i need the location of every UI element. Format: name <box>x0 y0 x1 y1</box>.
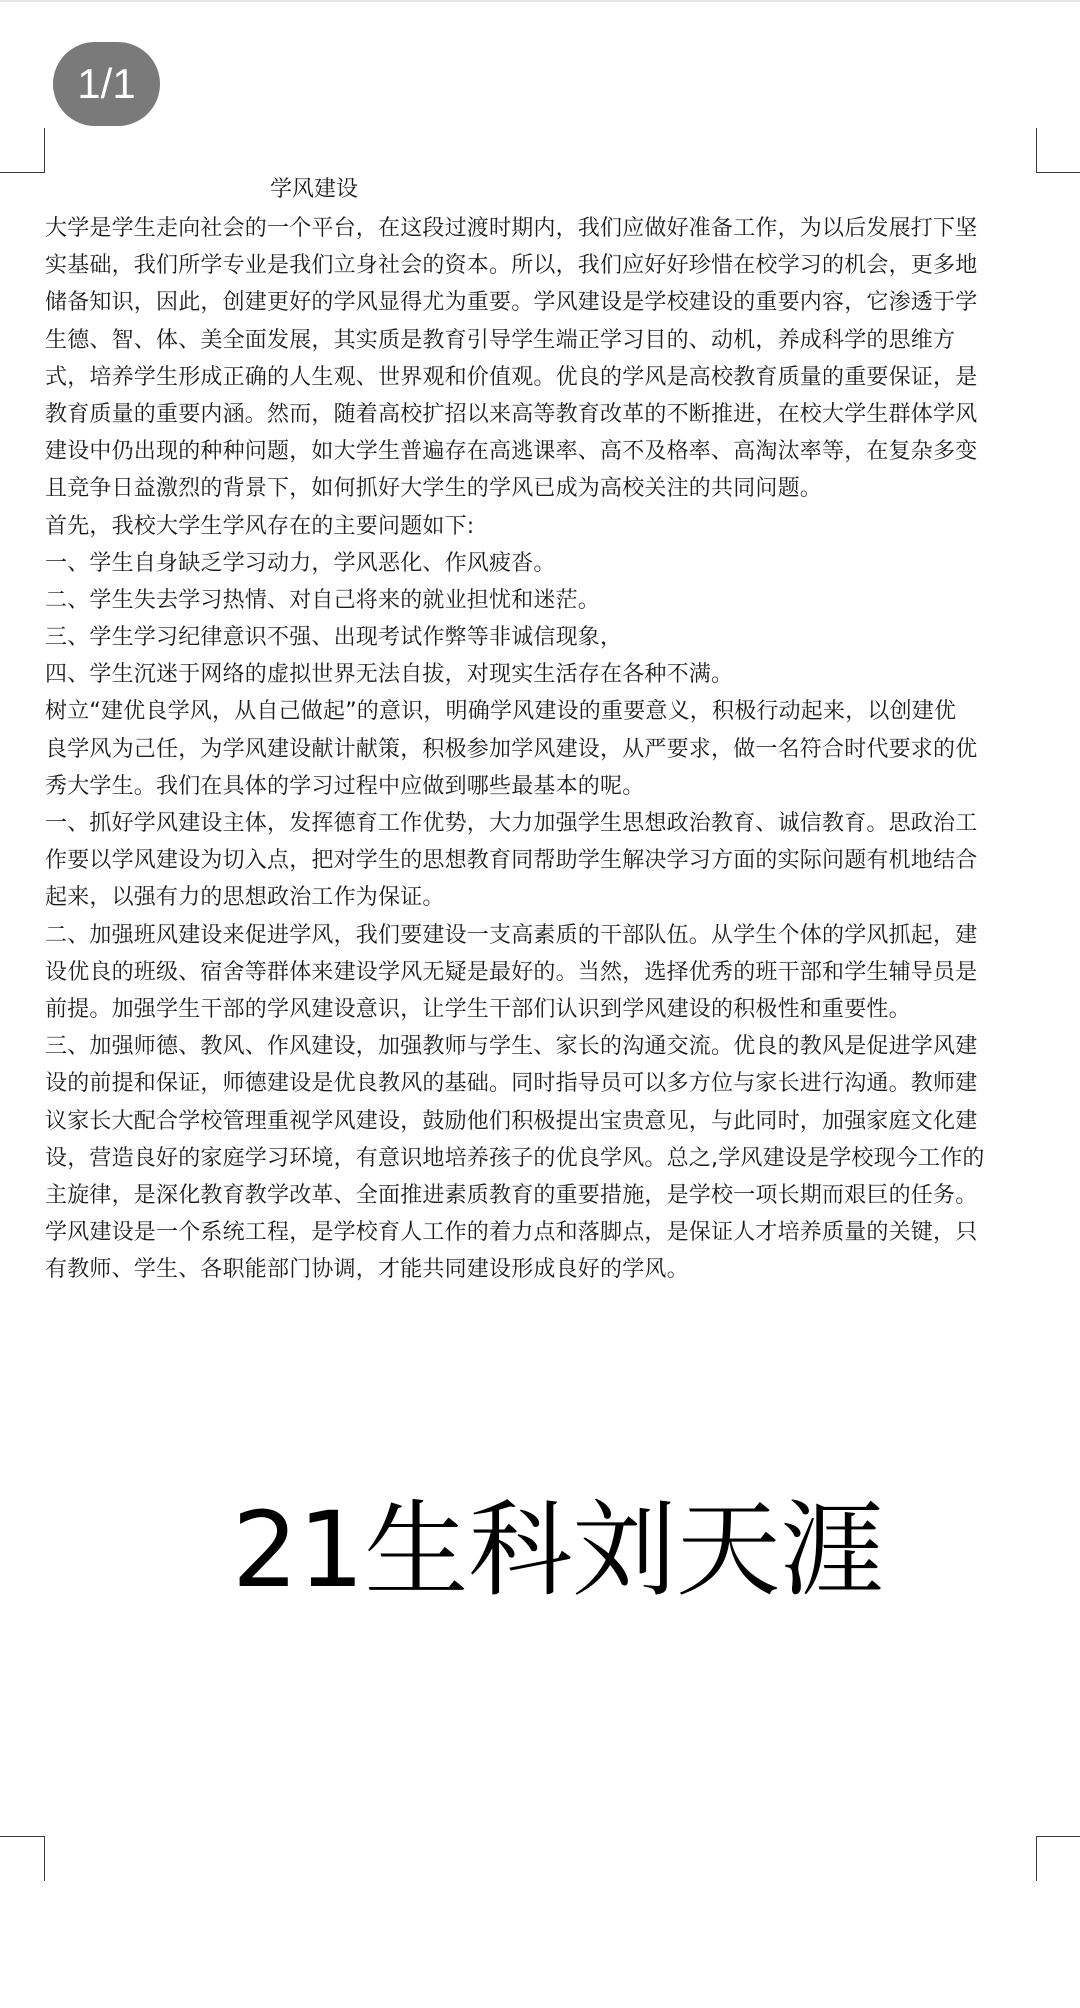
text-line: 主旋律，是深化教育教学改革、全面推进素质教育的重要措施，是学校一项长期而艰巨的任务。 <box>45 1182 978 1208</box>
text-line: 教育质量的重要内涵。然而，随着高校扩招以来高等教育改革的不断推进，在校大学生群体学风 <box>45 401 978 427</box>
text-line: 前提。加强学生干部的学风建设意识，让学生干部们认识到学风建设的积极性和重要性。 <box>45 996 911 1022</box>
signature: 21生科刘天涯 <box>232 1489 885 1611</box>
crop-mark-top-right <box>1036 128 1080 173</box>
text-line: 树立“建优良学风，从自己做起”的意识，明确学风建设的重要意义，积极行动起来，以创建优 <box>45 699 957 725</box>
text-line: 设，营造良好的家庭学习环境，有意识地培养孩子的优良学风。总之,学风建设是学校现今工作的 <box>45 1145 985 1171</box>
text-line: 学风建设是一个系统工程，是学校育人工作的着力点和落脚点，是保证人才培养质量的关键，只 <box>45 1220 978 1246</box>
text-line: 大学是学生走向社会的一个平台，在这段过渡时期内，我们应做好准备工作，为以后发展打下坚 <box>45 216 978 241</box>
text-line: 三、学生学习纪律意识不强、出现考试作弊等非诚信现象， <box>45 625 623 651</box>
page-indicator: 1/1 <box>53 42 160 126</box>
text-line: 实基础，我们所学专业是我们立身社会的资本。所以，我们应好好珍惜在校学习的机会，更多地 <box>45 253 978 279</box>
text-line: 生德、智、体、美全面发展，其实质是教育引导学生端正学习目的、动机，养成科学的思维方 <box>45 327 956 353</box>
text-line: 议家长大配合学校管理重视学风建设，鼓励他们积极提出宝贵意见，与此同时，加强家庭文化建 <box>45 1108 978 1134</box>
text-line: 良学风为己任，为学风建设献计献策，积极参加学风建设，从严要求，做一名符合时代要求的优 <box>45 736 978 762</box>
text-line: 一、抓好学风建设主体，发挥德育工作优势，大力加强学生思想政治教育、诚信教育。思政治工 <box>45 811 978 836</box>
text-line: 首先，我校大学生学风存在的主要问题如下: <box>45 513 475 539</box>
crop-mark-top-left <box>0 128 45 173</box>
text-line: 四、学生沉迷于网络的虚拟世界无法自拔，对现实生活存在各种不满。 <box>45 662 734 688</box>
top-divider <box>0 0 1080 2</box>
text-line: 作要以学风建设为切入点，把对学生的思想教育同帮助学生解决学习方面的实际问题有机地结合 <box>45 848 978 874</box>
text-line: 一、学生自身缺乏学习动力，学风恶化、作风疲沓。 <box>45 550 556 576</box>
crop-mark-bottom-right <box>1036 1836 1080 1881</box>
text-line: 且竞争日益激烈的背景下，如何抓好大学生的学风已成为高校关注的共同问题。 <box>45 476 823 502</box>
text-line: 储备知识，因此，创建更好的学风显得尤为重要。学风建设是学校建设的重要内容，它渗透于学 <box>45 290 978 316</box>
text-line: 式，培养学生形成正确的人生观、世界观和价值观。优良的学风是高校教育质量的重要保证，是 <box>45 364 978 390</box>
text-line: 设的前提和保证，师德建设是优良教风的基础。同时指导员可以多方位与家长进行沟通。教师建 <box>45 1071 978 1097</box>
document-body <box>45 210 1045 1288</box>
document-title: 学风建设 <box>270 177 359 202</box>
text-line: 建设中仍出现的种种问题，如大学生普遍存在高逃课率、高不及格率、高淘汰率等，在复杂多变 <box>45 439 978 465</box>
text-line: 有教师、学生、各职能部门协调，才能共同建设形成良好的学风。 <box>45 1257 689 1283</box>
text-line: 二、加强班风建设来促进学风，我们要建设一支高素质的干部队伍。从学生个体的学风抓起，建 <box>45 922 978 948</box>
crop-mark-bottom-left <box>0 1836 45 1881</box>
text-line: 二、学生失去学习热情、对自己将来的就业担忧和迷茫。 <box>45 587 601 613</box>
text-line: 起来，以强有力的思想政治工作为保证。 <box>45 885 445 911</box>
text-line: 设优良的班级、宿舍等群体来建设学风无疑是最好的。当然，选择优秀的班干部和学生辅导员是 <box>45 959 978 985</box>
text-line: 秀大学生。我们在具体的学习过程中应做到哪些最基本的呢。 <box>45 773 645 799</box>
text-line: 三、加强师德、教风、作风建设，加强教师与学生、家长的沟通交流。优良的教风是促进学风建 <box>45 1034 978 1060</box>
